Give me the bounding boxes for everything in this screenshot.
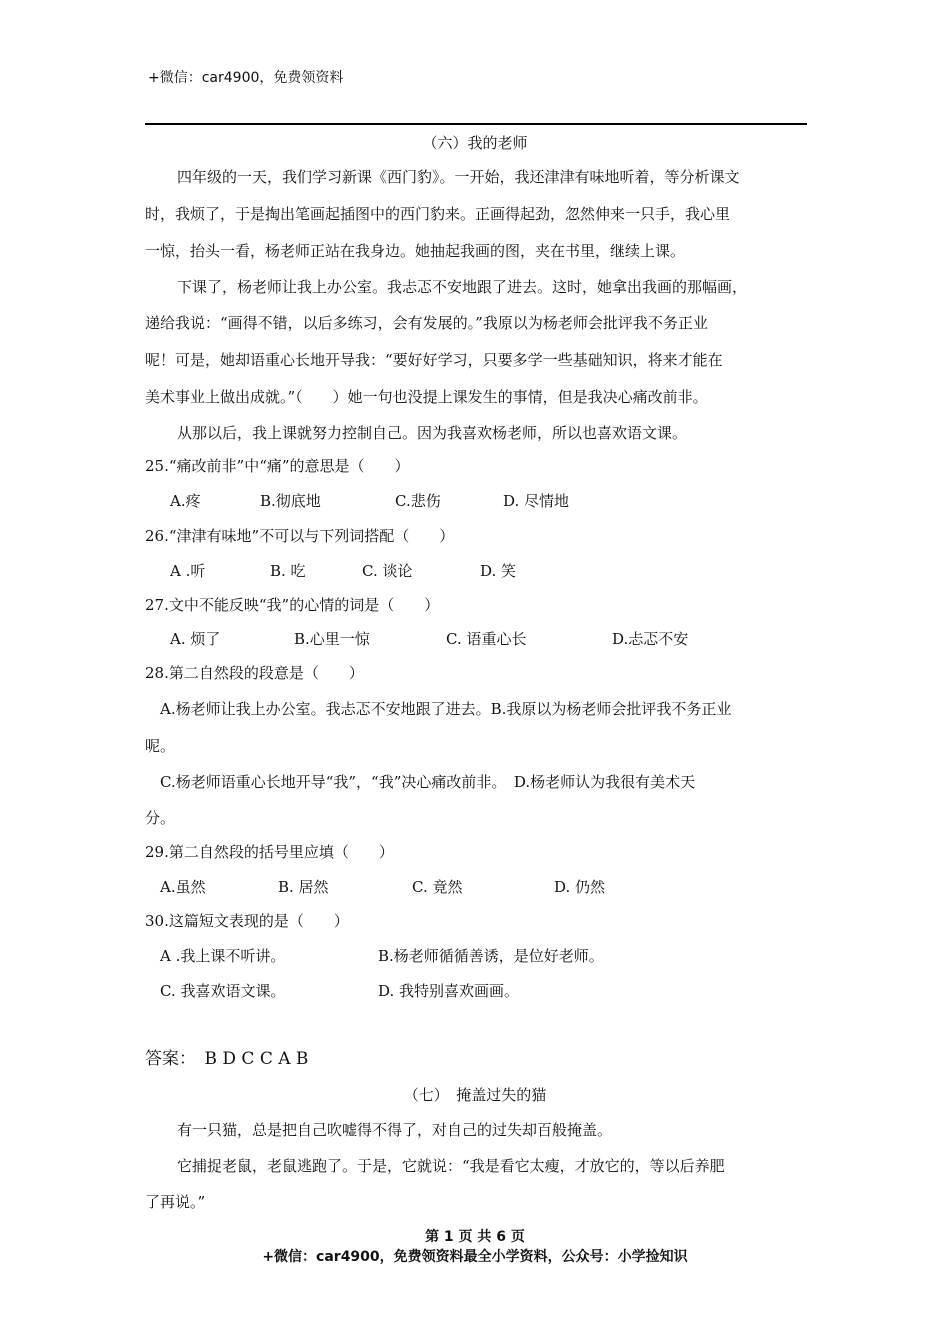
q30-option-c: C. 我喜欢语文课。 (160, 982, 286, 1000)
q26-option-c: C. 谈论 (362, 562, 413, 580)
q29-option-b: B. 居然 (278, 878, 329, 896)
header-watermark: +微信：car4900，免费领资料 (148, 70, 344, 86)
story6-line-6: 呢！可是，她却语重心长地开导我：“要好好学习，只要多学一些基础知识，将来才能在 (145, 351, 723, 369)
story6-line-4: 下课了，杨老师让我上办公室。我忐忑不安地跟了进去。这时，她拿出我画的那幅画， (177, 278, 748, 296)
q29-stem: 29.第二自然段的括号里应填（ ） (145, 843, 394, 861)
q28-options-cd-cont: 分。 (145, 809, 176, 827)
q27-option-a: A. 烦了 (170, 630, 221, 648)
q28-options-ab-cont: 呢。 (145, 737, 176, 755)
q28-options-cd: C.杨老师语重心长地开导“我”，“我”决心痛改前非。 D.杨老师认为我很有美术天 (160, 773, 696, 791)
q27-option-d: D.忐忑不安 (612, 630, 689, 648)
q26-option-d: D. 笑 (480, 562, 517, 580)
footer-watermark: +微信：car4900，免费领资料最全小学资料，公众号：小学捡知识 (262, 1249, 688, 1265)
q28-options-ab: A.杨老师让我上办公室。我忐忑不安地跟了进去。B.我原以为杨老师会批评我不务正业 (160, 700, 732, 718)
q30-stem: 30.这篇短文表现的是（ ） (145, 912, 349, 930)
story6-line-3: 一惊，抬头一看，杨老师正站在我身边。她抽起我画的图，夹在书里，继续上课。 (145, 242, 686, 260)
story7-line-2: 它捕捉老鼠，老鼠逃跑了。于是，它就说：“我是看它太瘦，才放它的，等以后养肥 (177, 1157, 725, 1175)
story6-line-7: 美术事业上做出成就。”（ ）她一句也没提上课发生的事情，但是我决心痛改前非。 (145, 388, 708, 406)
q26-option-a: A .听 (170, 562, 206, 580)
q25-stem: 25.“痛改前非”中“痛”的意思是（ ） (145, 457, 410, 475)
q30-option-d: D. 我特别喜欢画画。 (378, 982, 520, 1000)
q27-option-b: B.心里一惊 (294, 630, 370, 648)
q29-option-c: C. 竟然 (412, 878, 463, 896)
q25-option-d: D. 尽情地 (503, 492, 570, 510)
story7-line-3: 了再说。” (145, 1193, 206, 1211)
q25-option-c: C.悲伤 (395, 492, 441, 510)
q28-stem: 28.第二自然段的段意是（ ） (145, 664, 364, 682)
q27-stem: 27.文中不能反映“我”的心情的词是（ ） (145, 596, 440, 614)
story7-line-1: 有一只猫，总是把自己吹嘘得不得了，对自己的过失却百般掩盖。 (177, 1121, 613, 1139)
q30-option-a: A .我上课不听讲。 (160, 947, 286, 965)
q25-option-b: B.彻底地 (260, 492, 321, 510)
q26-stem: 26.“津津有味地”不可以与下列词搭配（ ） (145, 527, 455, 545)
header-rule (145, 123, 807, 125)
story6-line-1: 四年级的一天，我们学习新课《西门豹》。一开始，我还津津有味地听着，等分析课文 (177, 168, 740, 186)
story7-title: （七） 掩盖过失的猫 (403, 1086, 547, 1104)
q26-option-b: B. 吃 (270, 562, 306, 580)
story6-line-8: 从那以后，我上课就努力控制自己。因为我喜欢杨老师，所以也喜欢语文课。 (177, 424, 688, 442)
q30-option-b: B.杨老师循循善诱，是位好老师。 (378, 947, 604, 965)
story6-line-2: 时，我烦了，于是掏出笔画起插图中的西门豹来。正画得起劲，忽然伸来一只手，我心里 (145, 205, 731, 223)
q27-option-c: C. 语重心长 (446, 630, 527, 648)
page-number: 第 1 页 共 6 页 (425, 1229, 525, 1245)
q29-option-a: A.虽然 (160, 878, 206, 896)
answer-key: 答案： B D C C A B (145, 1049, 309, 1069)
story6-title: （六）我的老师 (422, 134, 528, 152)
q25-option-a: A.疼 (170, 492, 201, 510)
story6-line-5: 递给我说：“画得不错，以后多练习，会有发展的。”我原以为杨老师会批评我不务正业 (145, 314, 708, 332)
q29-option-d: D. 仍然 (554, 878, 606, 896)
